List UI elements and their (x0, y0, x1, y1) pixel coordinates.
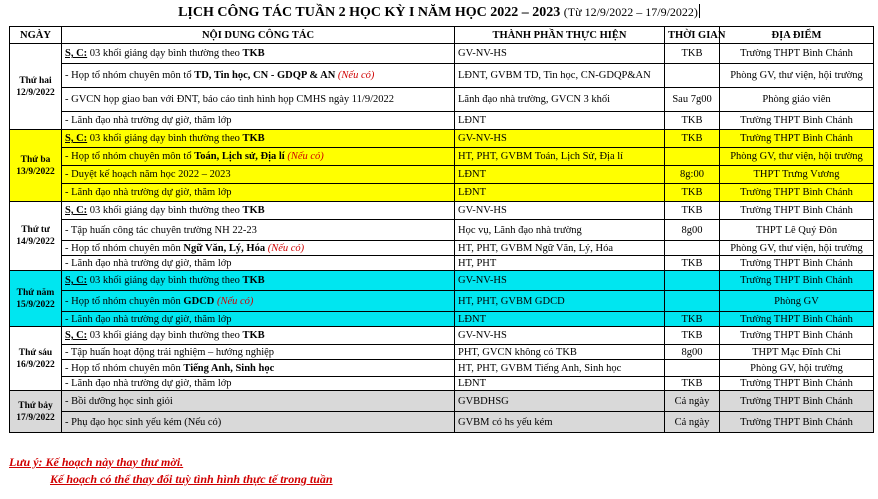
table-row (10, 130, 874, 148)
table-row (10, 148, 874, 166)
participants-cell: Lãnh đạo nhà trường, GVCN 3 khối (455, 88, 665, 112)
time-cell: TKB (665, 130, 720, 148)
location-cell: Trường THPT Bình Chánh (720, 271, 874, 291)
content-cell (62, 112, 455, 130)
shift-label: S, C: (65, 133, 88, 144)
day-cell (10, 130, 62, 202)
header-location: ĐỊA ĐIỂM (720, 27, 874, 44)
day-cell (10, 327, 62, 391)
participants-cell: Học vụ, Lãnh đạo nhà trường (455, 220, 665, 241)
content-cell (62, 241, 455, 256)
content-cell (62, 44, 455, 64)
content-highlight: GDCD (183, 295, 215, 307)
table-row (10, 112, 874, 130)
content-cell (62, 202, 455, 220)
table-row (10, 345, 874, 360)
time-cell (665, 148, 720, 166)
table-row (10, 202, 874, 220)
text-caret (699, 4, 700, 18)
note-line-2: Kế hoạch có thể thay đổi tuỳ tình hình thực tế trong tuần (50, 472, 333, 486)
table-row (10, 312, 874, 327)
day-cell (10, 391, 62, 433)
content-highlight: Toán, Lịch sử, Địa lí (194, 151, 285, 162)
page-title (0, 4, 878, 21)
day-name: Thứ ba (20, 154, 51, 165)
location-cell: Trường THPT Bình Chánh (720, 112, 874, 130)
content-cell (62, 291, 455, 312)
day-date: 12/9/2022 (16, 87, 55, 98)
day-date: 17/9/2022 (16, 412, 55, 423)
time-cell (665, 360, 720, 377)
table-row (10, 44, 874, 64)
table-row (10, 291, 874, 312)
content-note: (Nếu có) (335, 70, 375, 81)
content-cell (62, 166, 455, 184)
content-highlight: Ngữ Văn, Lý, Hóa (183, 242, 266, 254)
time-cell: 8g00 (665, 220, 720, 241)
content-text: - Bồi dưỡng học sinh giỏi (65, 395, 173, 407)
content-text: - Họp tổ nhóm chuyên môn tổ (65, 151, 195, 162)
content-highlight: TKB (242, 133, 265, 144)
participants-cell: HT, PHT, GVBM Tiếng Anh, Sinh học (455, 360, 665, 377)
participants-cell: GV-NV-HS (455, 202, 665, 220)
table-row (10, 64, 874, 88)
header-row (10, 27, 874, 44)
content-text: - Lãnh đạo nhà trường dự giờ, thăm lớp (65, 257, 232, 269)
content-note: (Nếu có) (265, 242, 305, 254)
time-cell: TKB (665, 377, 720, 391)
content-note: (Nếu có) (214, 295, 254, 307)
day-cell (10, 202, 62, 271)
content-text: 03 khối giảng dạy bình thường theo (87, 133, 243, 144)
schedule-body (10, 44, 874, 433)
content-highlight: TKB (242, 48, 265, 59)
day-cell (10, 44, 62, 130)
participants-cell: GV-NV-HS (455, 130, 665, 148)
day-name: Thứ tư (21, 225, 50, 235)
participants-cell: HT, PHT, GVBM Ngữ Văn, Lý, Hóa (455, 241, 665, 256)
content-highlight: Tiếng Anh, Sinh học (183, 362, 275, 374)
content-text: 03 khối giảng dạy bình thường theo (87, 275, 243, 286)
content-cell (62, 184, 455, 202)
content-cell (62, 220, 455, 241)
content-text: - Họp tổ nhóm chuyên môn (65, 295, 184, 307)
time-cell: TKB (665, 44, 720, 64)
content-cell (62, 391, 455, 412)
location-cell: Phòng GV, hội trường (720, 360, 874, 377)
header-time: THỜI GIAN (665, 27, 720, 44)
table-row (10, 391, 874, 412)
table-row (10, 184, 874, 202)
table-row (10, 241, 874, 256)
time-cell: 8g:00 (665, 166, 720, 184)
location-cell: Phòng GV, thư viện, hội trường (720, 148, 874, 166)
content-cell (62, 345, 455, 360)
content-cell (62, 64, 455, 88)
location-cell: Trường THPT Bình Chánh (720, 412, 874, 433)
content-cell (62, 271, 455, 291)
participants-cell: GV-NV-HS (455, 44, 665, 64)
location-cell: Phòng GV, thư viện, hội trường (720, 241, 874, 256)
table-row (10, 88, 874, 112)
content-text: 03 khối giảng dạy bình thường theo (87, 205, 243, 216)
content-text: - Họp tổ nhóm chuyên môn tổ (65, 70, 195, 81)
schedule-table (9, 26, 874, 433)
content-cell (62, 412, 455, 433)
time-cell: 8g00 (665, 345, 720, 360)
participants-cell: LĐNT (455, 166, 665, 184)
location-cell: THPT Mạc Đĩnh Chi (720, 345, 874, 360)
content-text: - Phụ đạo học sinh yếu kém (Nếu có) (65, 416, 222, 428)
location-cell: THPT Lê Quý Đôn (720, 220, 874, 241)
table-row (10, 271, 874, 291)
participants-cell: LĐNT (455, 377, 665, 391)
participants-cell: PHT, GVCN không có TKB (455, 345, 665, 360)
day-date: 14/9/2022 (16, 237, 55, 247)
content-cell (62, 312, 455, 327)
day-date: 16/9/2022 (16, 359, 55, 370)
participants-cell: HT, PHT, GVBM Toán, Lịch Sử, Địa lí (455, 148, 665, 166)
location-cell: Trường THPT Bình Chánh (720, 256, 874, 271)
content-text: - GVCN họp giao ban với ĐNT, báo cáo tình hình họp CMHS ngày 11/9/2022 (65, 94, 394, 105)
day-date: 15/9/2022 (16, 299, 55, 310)
location-cell: THPT Trưng Vương (720, 166, 874, 184)
content-text: - Lãnh đạo nhà trường dự giờ, thăm lớp (65, 187, 232, 198)
content-highlight: TKB (242, 330, 265, 341)
time-cell: Cả ngày (665, 391, 720, 412)
time-cell (665, 291, 720, 312)
time-cell: TKB (665, 202, 720, 220)
location-cell: Trường THPT Bình Chánh (720, 377, 874, 391)
location-cell: Trường THPT Bình Chánh (720, 327, 874, 345)
participants-cell: HT, PHT (455, 256, 665, 271)
content-note: (Nếu có) (284, 151, 324, 162)
content-cell (62, 360, 455, 377)
title-date-range: (Từ 12/9/2022 – 17/9/2022) (563, 5, 698, 19)
table-row (10, 377, 874, 391)
content-text: - Họp tổ nhóm chuyên môn (65, 242, 184, 254)
location-cell: Phòng GV (720, 291, 874, 312)
participants-cell: GV-NV-HS (455, 327, 665, 345)
content-text: - Duyệt kế hoạch năm học 2022 – 2023 (65, 169, 231, 180)
content-cell (62, 327, 455, 345)
shift-label: S, C: (65, 205, 88, 216)
content-text: - Tập huấn hoạt động trải nghiệm – hướng nghiệp (65, 346, 275, 358)
location-cell: Trường THPT Bình Chánh (720, 130, 874, 148)
location-cell: Phòng GV, thư viện, hội trường (720, 64, 874, 88)
participants-cell: LĐNT (455, 184, 665, 202)
content-highlight: TKB (242, 275, 265, 286)
header-participants: THÀNH PHẦN THỰC HIỆN (455, 27, 665, 44)
day-name: Thứ sáu (18, 347, 53, 358)
day-name: Thứ bảy (18, 400, 53, 411)
day-name: Thứ năm (16, 287, 55, 298)
time-cell: TKB (665, 184, 720, 202)
content-text: - Lãnh đạo nhà trường dự giờ, thăm lớp (65, 378, 232, 389)
content-cell (62, 88, 455, 112)
location-cell: Trường THPT Bình Chánh (720, 202, 874, 220)
participants-cell: LĐNT (455, 312, 665, 327)
content-text: - Họp tổ nhóm chuyên môn (65, 362, 184, 374)
participants-cell: LĐNT, GVBM TD, Tin học, CN-GDQP&AN (455, 64, 665, 88)
content-cell (62, 256, 455, 271)
content-text: - Lãnh đạo nhà trường dự giờ, thăm lớp (65, 115, 232, 126)
shift-label: S, C: (65, 330, 88, 341)
note-line-1: Lưu ý: Kế hoạch này thay thư mời. (9, 455, 184, 469)
participants-cell: GV-NV-HS (455, 271, 665, 291)
location-cell: Trường THPT Bình Chánh (720, 184, 874, 202)
content-cell (62, 130, 455, 148)
table-row (10, 166, 874, 184)
content-text: 03 khối giảng dạy bình thường theo (87, 48, 243, 59)
table-row (10, 256, 874, 271)
content-text: - Lãnh đạo nhà trường dự giờ, thăm lớp (65, 313, 232, 325)
participants-cell: HT, PHT, GVBM GDCD (455, 291, 665, 312)
participants-cell: GVBM có hs yếu kém (455, 412, 665, 433)
content-cell (62, 148, 455, 166)
time-cell: Sau 7g00 (665, 88, 720, 112)
table-row (10, 327, 874, 345)
time-cell (665, 241, 720, 256)
day-date: 13/9/2022 (16, 166, 55, 177)
time-cell (665, 271, 720, 291)
header-content: NỘI DUNG CÔNG TÁC (62, 27, 455, 44)
shift-label: S, C: (65, 275, 88, 286)
time-cell: Cả ngày (665, 412, 720, 433)
table-row (10, 360, 874, 377)
participants-cell: LĐNT (455, 112, 665, 130)
time-cell: TKB (665, 256, 720, 271)
day-name: Thứ hai (19, 75, 52, 86)
content-highlight: TD, Tin học, CN - GDQP & AN (194, 70, 336, 81)
content-text: 03 khối giảng dạy bình thường theo (87, 330, 243, 341)
title-main: LỊCH CÔNG TÁC TUẦN 2 HỌC KỲ I NĂM HỌC 2022 – 2023 (178, 5, 561, 20)
time-cell: TKB (665, 312, 720, 327)
time-cell: TKB (665, 327, 720, 345)
participants-cell: GVBDHSG (455, 391, 665, 412)
time-cell (665, 64, 720, 88)
content-text: - Tập huấn công tác chuyên trường NH 22-23 (65, 224, 257, 236)
table-row (10, 412, 874, 433)
header-day: NGÀY (10, 27, 62, 44)
content-cell (62, 377, 455, 391)
time-cell: TKB (665, 112, 720, 130)
day-cell (10, 271, 62, 327)
shift-label: S, C: (65, 48, 88, 59)
location-cell: Phòng giáo viên (720, 88, 874, 112)
location-cell: Trường THPT Bình Chánh (720, 44, 874, 64)
content-highlight: TKB (242, 205, 265, 216)
location-cell: Trường THPT Bình Chánh (720, 391, 874, 412)
table-row (10, 220, 874, 241)
location-cell: Trường THPT Bình Chánh (720, 312, 874, 327)
